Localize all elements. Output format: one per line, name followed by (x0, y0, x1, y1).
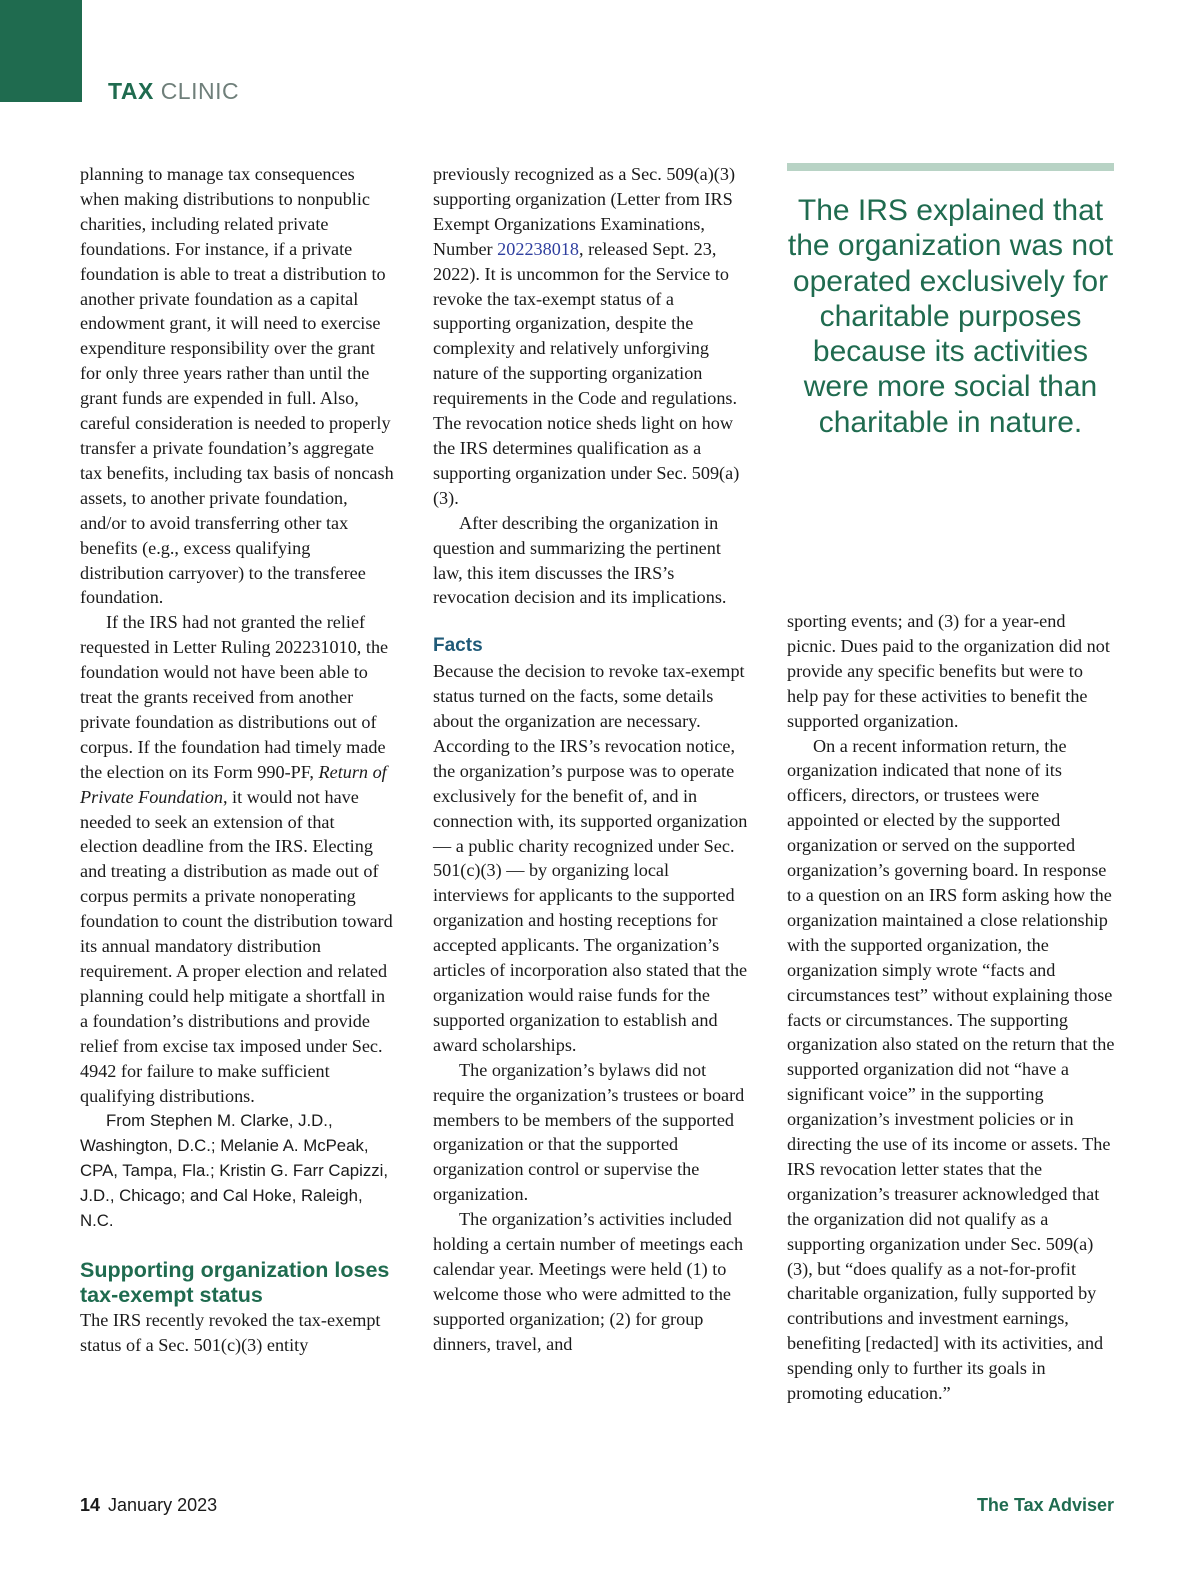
paragraph-text: previously recognized as a Sec. 509(a)(3) supporting organization (Letter from IRS Exempt Organizations Examinations, Number (433, 164, 735, 259)
paragraph: planning to manage tax consequences when making distributions to nonpublic charities, including related private foundations. For instance, if a private foundation is able to treat a distribution to another private foundation as a capital endowment grant, it will need to exercise expenditure responsibility over the grant for only three years rather than until the grant funds are expended in full. Also, careful consideration is needed to properly transfer a private foundation’s aggregate tax benefits, including tax basis of noncash assets, to another private foundation, and/or to avoid transferring other tax benefits (e.g., excess qualifying distribution carryover) to the transferee foundation. (80, 164, 394, 608)
paragraph: On a recent information return, the organization indicated that none of its officers, directors, or trustees were appointed or elected by the supported organization or served on the supported organization’s governing board. In response to a question on an IRS form asking how the organization maintained a close relationship with the supported organization, the organization simply wrote “facts and circumstances test” without explaining those facts or circumstances. The supporting organization also stated on the return that the supported organization did not “have a significant voice” in the supporting organization’s investment policies or in directing the use of its income or assets. The IRS revocation letter states that the organization’s treasurer acknowledged that the organization did not qualify as a supporting organization under Sec. 509(a)(3), but “does qualify as a not-for-profit charitable organization, fully supported by contributions and investment earnings, benefiting [redacted] with its activities, and spending only to further its goals in promoting education.” (787, 735, 1115, 1404)
pull-quote-rule (787, 163, 1114, 171)
issue-date: January 2023 (108, 1495, 218, 1515)
article-column-3 (787, 609, 1115, 1406)
section-label (108, 78, 239, 104)
section-heading: Supporting organization loses tax-exempt status (80, 1258, 390, 1308)
paragraph-text: , it would not have needed to seek an extension of that election deadline from the IRS. Electing and treating a distribution as made out of corpus permits a private nonoperating foundation to count the distribution toward its annual mandatory distribution requirement. A proper election and related planning could help mitigate a shortfall in a foundation’s distributions and provide relief from excise tax imposed under Sec. 4942 for failure to make sufficient qualifying distributions. (80, 786, 393, 1106)
paragraph: The organization’s bylaws did not require the organization’s trustees or board members to be members of the supported organization or that the supported organization control or supervise the organization. (433, 1059, 745, 1205)
letter-number-link[interactable]: 202238018 (497, 238, 579, 259)
form-title-italic: Return of Private Foundation (80, 761, 387, 807)
article-column-1 (80, 162, 396, 1358)
section-label-bold: TAX (108, 78, 154, 104)
corner-color-tab (0, 0, 82, 102)
paragraph (80, 610, 396, 1108)
author-byline: From Stephen M. Clarke, J.D., Washington, D.C.; Melanie A. McPeak, CPA, Tampa, Fla.; Kristin G. Farr Capizzi, J.D., Chicago; and Cal Hoke, Raleigh, N.C. (80, 1111, 389, 1231)
paragraph: The organization’s activities included holding a certain number of meetings each calendar year. Meetings were held (1) to welcome those who were admitted to the supported organization; (2) for group dinners, travel, and (433, 1209, 744, 1354)
paragraph: After describing the organization in question and summarizing the pertinent law, this item discusses the IRS’s revocation decision and its implications. (433, 512, 727, 608)
section-label-rest: CLINIC (160, 78, 240, 104)
facts-heading: Facts (433, 635, 483, 657)
paragraph: The IRS recently revoked the tax-exempt status of a Sec. 501(c)(3) entity (80, 1310, 381, 1356)
paragraph-text: If the IRS had not granted the relief requested in Letter Ruling 202231010, the foundation would not have been able to treat the grants received from another private foundation as distributions out of corpus. If the foundation had timely made the election on its Form 990-PF, (80, 612, 389, 782)
paragraph (433, 162, 749, 511)
paragraph: Because the decision to revoke tax-exempt status turned on the facts, some details about the organization are necessary. According to the IRS’s revocation notice, the organization’s purpose was to operate exclusively for the benefit of, and in connection with, its supported organization — a public charity recognized under Sec. 501(c)(3) — by organizing local interviews for applicants to the supported organization and hosting receptions for accepted applicants. The organization’s articles of incorporation also stated that the organization would raise funds for the supported organization to establish and award scholarships. (433, 661, 748, 1055)
article-column-2 (433, 162, 749, 1357)
paragraph: sporting events; and (3) for a year-end picnic. Dues paid to the organization did not provide any specific benefits but were to help pay for these activities to benefit the supported organization. (787, 611, 1110, 731)
paragraph-text: , released Sept. 23, 2022). It is uncommon for the Service to revoke the tax-exempt status of a supporting organization, despite the complexity and relatively unforgiving nature of the supporting organization requirements in the Code and regulations. The revocation notice sheds light on how the IRS determines qualification as a supporting organization under Sec. 509(a)(3). (433, 238, 740, 508)
publication-name: The Tax Adviser (976, 1495, 1114, 1515)
pull-quote: The IRS explained that the organization was not operated exclusively for charitable purposes because its activities were more social than charitable in nature. (787, 194, 1114, 439)
page-footer-left (80, 1494, 217, 1516)
page-number: 14 (80, 1495, 101, 1515)
